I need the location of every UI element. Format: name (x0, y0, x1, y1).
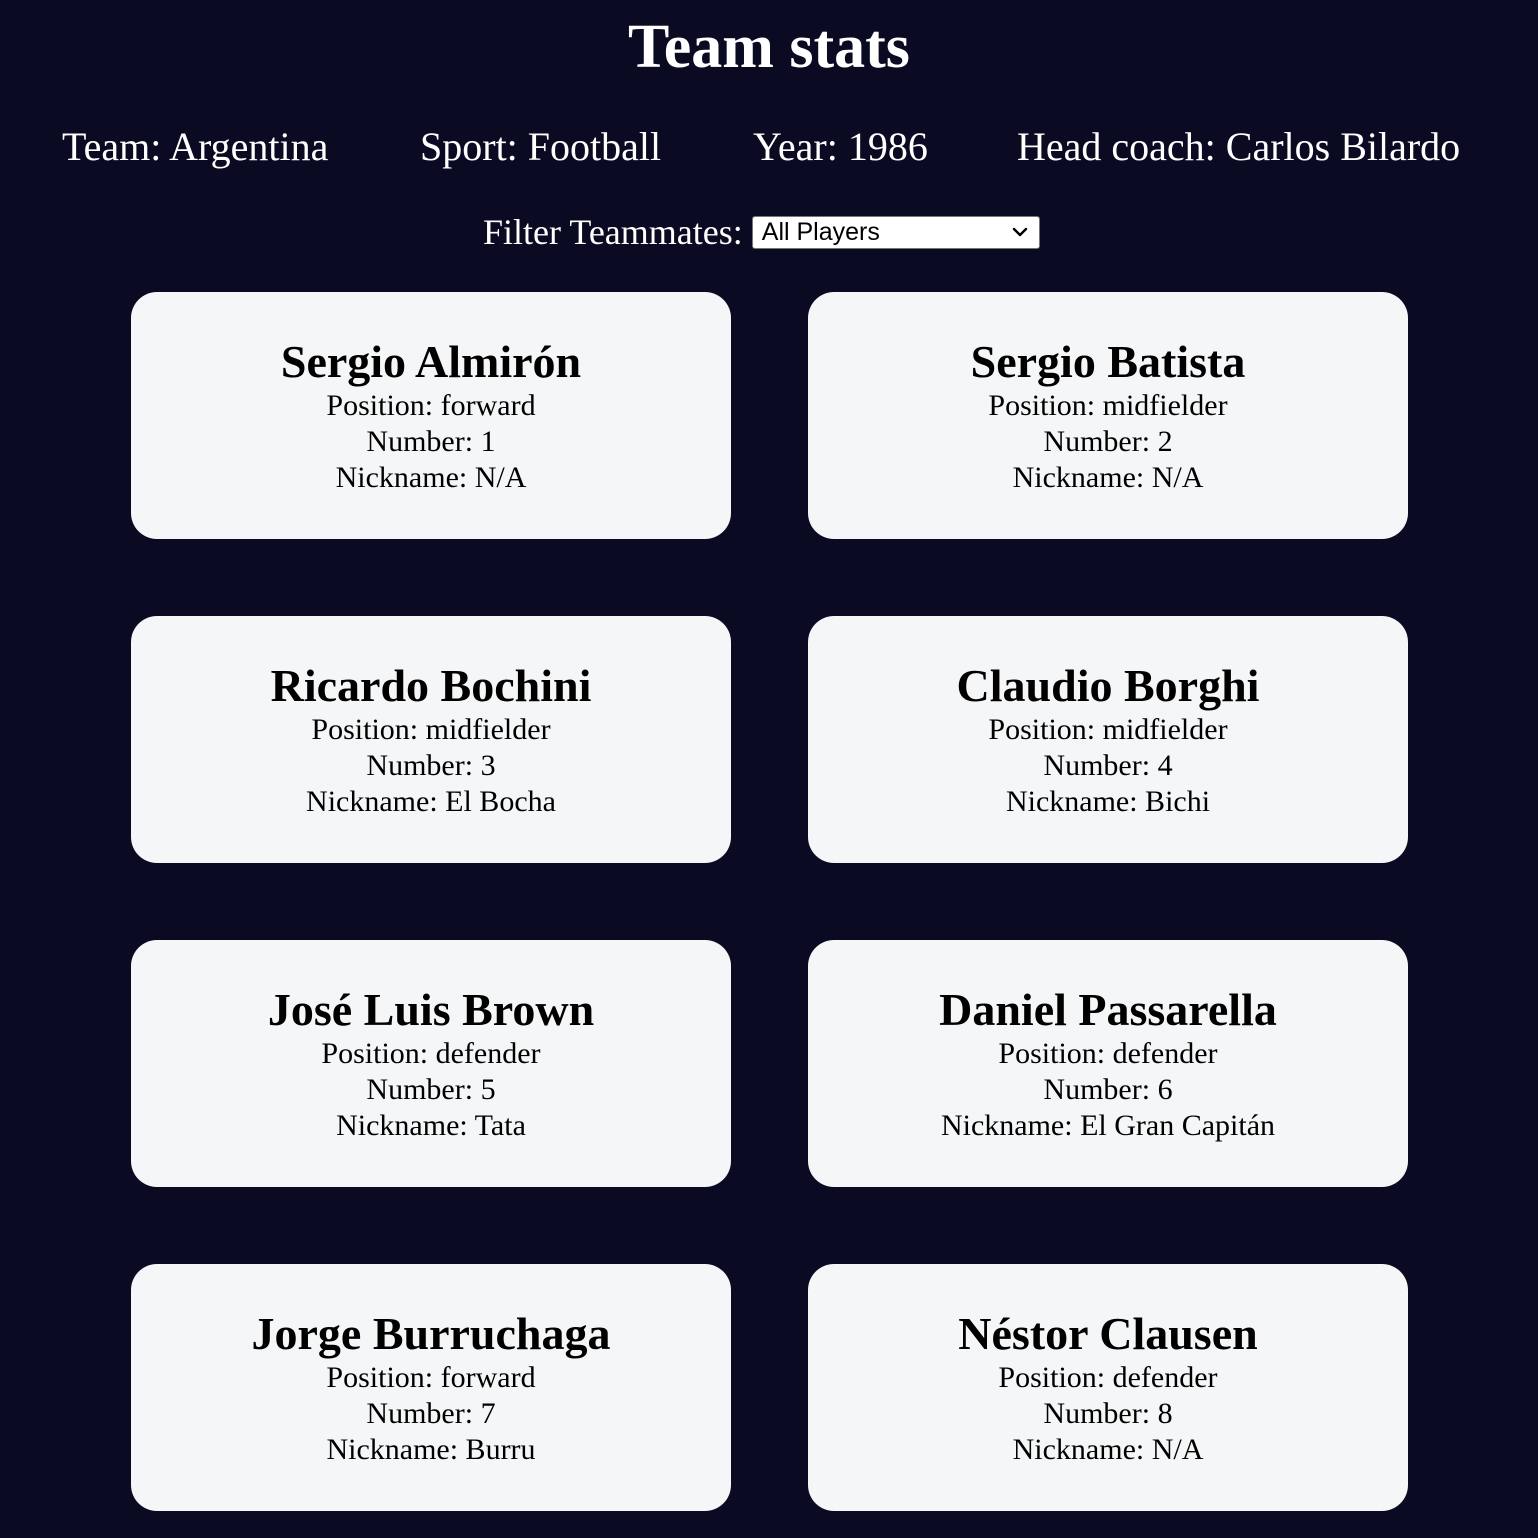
team-info (0, 122, 1538, 172)
player-position: Position: forward (326, 1361, 536, 1394)
player-card (131, 940, 731, 1187)
player-position: Position: defender (998, 1361, 1218, 1394)
player-name: Ricardo Bochini (270, 660, 592, 711)
team-name: Team: Argentina (62, 124, 329, 169)
filter-label: Filter Teammates: (483, 212, 743, 252)
player-card (808, 940, 1408, 1187)
player-card (808, 1264, 1408, 1511)
filter-teammates-select[interactable] (752, 216, 1040, 249)
player-name: Sergio Batista (970, 336, 1246, 387)
player-name: José Luis Brown (267, 984, 595, 1035)
player-nickname: Nickname: Bichi (1005, 785, 1211, 818)
team-sport: Sport: Football (420, 124, 662, 169)
player-position: Position: defender (998, 1037, 1218, 1070)
player-number: Number: 5 (366, 1073, 496, 1106)
player-card (131, 1264, 731, 1511)
player-card (131, 616, 731, 863)
player-number: Number: 7 (366, 1397, 496, 1430)
player-number: Number: 8 (1043, 1397, 1173, 1430)
player-nickname: Nickname: N/A (1012, 461, 1204, 494)
player-position: Position: defender (321, 1037, 541, 1070)
player-name: Claudio Borghi (956, 660, 1260, 711)
player-number: Number: 4 (1043, 749, 1173, 782)
player-position: Position: forward (326, 389, 536, 422)
player-position: Position: midfielder (988, 713, 1228, 746)
page-title: Team stats (628, 13, 910, 81)
player-number: Number: 2 (1043, 425, 1173, 458)
player-nickname: Nickname: Tata (336, 1109, 526, 1142)
player-nickname: Nickname: N/A (1012, 1433, 1204, 1466)
player-name: Sergio Almirón (280, 336, 582, 387)
player-card (808, 292, 1408, 539)
player-card (808, 616, 1408, 863)
filter-row (483, 208, 1040, 256)
player-number: Number: 1 (366, 425, 496, 458)
player-nickname: Nickname: El Gran Capitán (940, 1109, 1276, 1142)
team-year: Year: 1986 (753, 124, 928, 169)
player-position: Position: midfielder (311, 713, 551, 746)
head-coach: Head coach: Carlos Bilardo (1017, 124, 1461, 169)
player-number: Number: 3 (366, 749, 496, 782)
chevron-down-icon (1011, 223, 1029, 241)
player-card (131, 292, 731, 539)
player-name: Jorge Burruchaga (251, 1308, 611, 1359)
player-nickname: Nickname: Burru (326, 1433, 536, 1466)
player-name: Daniel Passarella (939, 984, 1277, 1035)
filter-selected-value: All Players (761, 217, 880, 246)
player-nickname: Nickname: N/A (335, 461, 527, 494)
player-position: Position: midfielder (988, 389, 1228, 422)
player-name: Néstor Clausen (958, 1308, 1258, 1359)
player-nickname: Nickname: El Bocha (306, 785, 556, 818)
player-number: Number: 6 (1043, 1073, 1173, 1106)
